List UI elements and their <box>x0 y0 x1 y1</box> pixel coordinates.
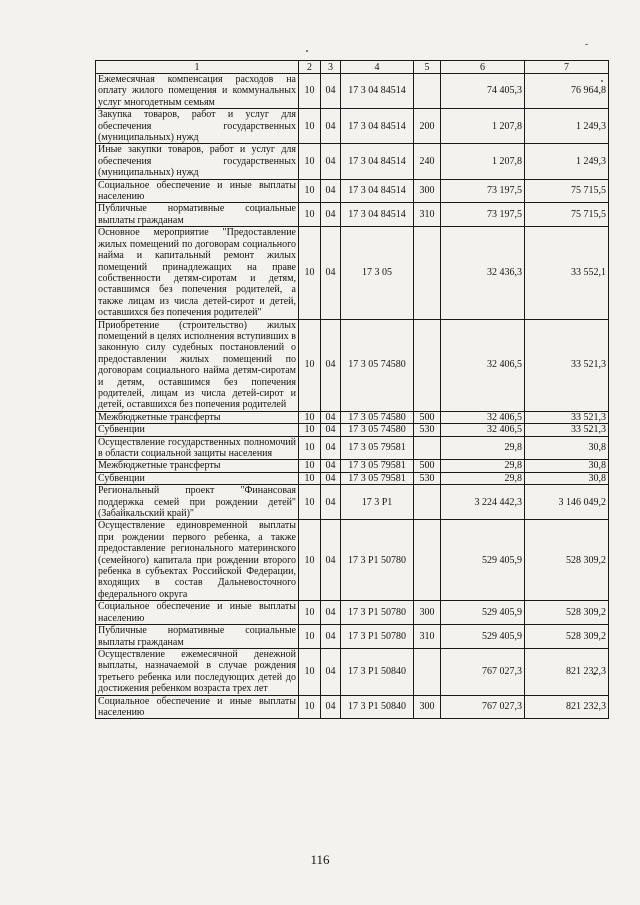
scan-speck <box>306 50 308 52</box>
row-name-cell: Осуществление государственных полномочий в области социальной защиты населения <box>96 436 299 460</box>
header-cell: 6 <box>441 61 525 74</box>
amount-year1-cell: 767 027,3 <box>441 648 525 695</box>
amount-year2-cell: 1 249,3 <box>525 109 609 144</box>
row-name-cell: Ежемесячная компенсация расходов на оплату жилого помещения и коммунальных услуг многодетным семьям <box>96 74 299 109</box>
amount-year2-cell: 821 232,3 <box>525 695 609 719</box>
amount-year2-cell: 821 232,3 <box>525 648 609 695</box>
expense-type-code-cell: 530 <box>414 472 441 484</box>
target-item-code-cell: 17 3 04 84514 <box>341 144 414 179</box>
section-code-cell: 10 <box>299 520 321 601</box>
header-cell: 7 <box>525 61 609 74</box>
table-row <box>96 179 609 203</box>
table-body <box>96 74 609 719</box>
section-code-cell: 10 <box>299 472 321 484</box>
amount-year2-cell: 75 715,5 <box>525 179 609 203</box>
target-item-code-cell: 17 3 P1 50780 <box>341 625 414 649</box>
row-name-cell: Осуществление единовременной выплаты при рождении первого ребенка, а также предоставление регионального материнского (семейного) капитала при рождении второго ребенка в субъектах Российской Федерации, входящих в состав Дальневосточного федерального округа <box>96 520 299 601</box>
expense-type-code-cell <box>414 227 441 319</box>
table-row <box>96 227 609 319</box>
amount-year1-cell: 32 436,3 <box>441 227 525 319</box>
table-row <box>96 411 609 423</box>
subsection-code-cell: 04 <box>321 648 341 695</box>
section-code-cell: 10 <box>299 411 321 423</box>
table-row <box>96 520 609 601</box>
subsection-code-cell: 04 <box>321 695 341 719</box>
target-item-code-cell: 17 3 P1 <box>341 485 414 520</box>
section-code-cell: 10 <box>299 436 321 460</box>
expense-type-code-cell: 500 <box>414 460 441 472</box>
target-item-code-cell: 17 3 P1 50780 <box>341 520 414 601</box>
section-code-cell: 10 <box>299 485 321 520</box>
row-name-cell: Закупка товаров, работ и услуг для обеспечения государственных (муниципальных) нужд <box>96 109 299 144</box>
amount-year2-cell: 528 309,2 <box>525 601 609 625</box>
section-code-cell: 10 <box>299 144 321 179</box>
subsection-code-cell: 04 <box>321 520 341 601</box>
target-item-code-cell: 17 3 P1 50780 <box>341 601 414 625</box>
amount-year1-cell: 529 405,9 <box>441 625 525 649</box>
table-row <box>96 648 609 695</box>
amount-year1-cell: 32 406,5 <box>441 319 525 411</box>
subsection-code-cell: 04 <box>321 424 341 436</box>
amount-year2-cell: 528 309,2 <box>525 520 609 601</box>
amount-year2-cell: 30,8 <box>525 472 609 484</box>
row-name-cell: Межбюджетные трансферты <box>96 411 299 423</box>
row-name-cell: Публичные нормативные социальные выплаты гражданам <box>96 625 299 649</box>
expense-type-code-cell <box>414 319 441 411</box>
header-cell: 2 <box>299 61 321 74</box>
subsection-code-cell: 04 <box>321 625 341 649</box>
subsection-code-cell: 04 <box>321 485 341 520</box>
amount-year1-cell: 32 406,5 <box>441 424 525 436</box>
section-code-cell: 10 <box>299 460 321 472</box>
expense-type-code-cell: 300 <box>414 695 441 719</box>
section-code-cell: 10 <box>299 179 321 203</box>
scan-speck <box>585 44 588 45</box>
amount-year2-cell: 30,8 <box>525 436 609 460</box>
expense-type-code-cell: 300 <box>414 601 441 625</box>
amount-year1-cell: 32 406,5 <box>441 411 525 423</box>
subsection-code-cell: 04 <box>321 74 341 109</box>
section-code-cell: 10 <box>299 319 321 411</box>
table-row <box>96 695 609 719</box>
row-name-cell: Социальное обеспечение и иные выплаты населению <box>96 695 299 719</box>
row-name-cell: Межбюджетные трансферты <box>96 460 299 472</box>
table-header-row <box>96 61 609 74</box>
section-code-cell: 10 <box>299 74 321 109</box>
target-item-code-cell: 17 3 05 79581 <box>341 472 414 484</box>
expense-type-code-cell: 500 <box>414 411 441 423</box>
row-name-cell: Иные закупки товаров, работ и услуг для обеспечения государственных (муниципальных) нужд <box>96 144 299 179</box>
amount-year1-cell: 767 027,3 <box>441 695 525 719</box>
target-item-code-cell: 17 3 04 84514 <box>341 203 414 227</box>
target-item-code-cell: 17 3 05 79581 <box>341 460 414 472</box>
target-item-code-cell: 17 3 04 84514 <box>341 179 414 203</box>
section-code-cell: 10 <box>299 695 321 719</box>
table-row <box>96 109 609 144</box>
expense-type-code-cell: 200 <box>414 109 441 144</box>
page-number: 116 <box>310 852 330 867</box>
amount-year2-cell: 30,8 <box>525 460 609 472</box>
expense-type-code-cell: 530 <box>414 424 441 436</box>
subsection-code-cell: 04 <box>321 227 341 319</box>
table-row <box>96 485 609 520</box>
subsection-code-cell: 04 <box>321 472 341 484</box>
amount-year1-cell: 529 405,9 <box>441 601 525 625</box>
table-row <box>96 424 609 436</box>
row-name-cell: Региональный проект "Финансовая поддержка семей при рождении детей" (Забайкальский край)" <box>96 485 299 520</box>
target-item-code-cell: 17 3 05 74580 <box>341 319 414 411</box>
amount-year1-cell: 529 405,9 <box>441 520 525 601</box>
target-item-code-cell: 17 3 05 <box>341 227 414 319</box>
amount-year2-cell: 33 521,3 <box>525 411 609 423</box>
header-cell: 4 <box>341 61 414 74</box>
amount-year1-cell: 73 197,5 <box>441 179 525 203</box>
section-code-cell: 10 <box>299 601 321 625</box>
amount-year2-cell: 33 521,3 <box>525 424 609 436</box>
amount-year2-cell: 75 715,5 <box>525 203 609 227</box>
amount-year2-cell: 3 146 049,2 <box>525 485 609 520</box>
subsection-code-cell: 04 <box>321 203 341 227</box>
subsection-code-cell: 04 <box>321 411 341 423</box>
header-cell: 5 <box>414 61 441 74</box>
expense-type-code-cell <box>414 436 441 460</box>
row-name-cell: Осуществление ежемесячной денежной выплаты, назначаемой в случае рождения третьего ребенка или последующих детей до достижения ребенком возраста трех лет <box>96 648 299 695</box>
amount-year1-cell: 29,8 <box>441 460 525 472</box>
table-row <box>96 601 609 625</box>
table-row <box>96 460 609 472</box>
amount-year2-cell: 33 521,3 <box>525 319 609 411</box>
amount-year2-cell: 1 249,3 <box>525 144 609 179</box>
budget-table <box>95 60 609 719</box>
expense-type-code-cell <box>414 648 441 695</box>
expense-type-code-cell <box>414 74 441 109</box>
section-code-cell: 10 <box>299 203 321 227</box>
expense-type-code-cell: 240 <box>414 144 441 179</box>
subsection-code-cell: 04 <box>321 601 341 625</box>
table-row <box>96 625 609 649</box>
table-row <box>96 203 609 227</box>
target-item-code-cell: 17 3 05 74580 <box>341 424 414 436</box>
expense-type-code-cell <box>414 485 441 520</box>
row-name-cell: Основное мероприятие "Предоставление жилых помещений по договорам социального найма и капитальный ремонт жилых помещений принадлежащих на праве собственности детям-сиротам и детям, оставшимся без попечения родителей, а также лицам из числа детей-сирот и детей, оставшихся без попечения родителей" <box>96 227 299 319</box>
amount-year1-cell: 1 207,8 <box>441 109 525 144</box>
subsection-code-cell: 04 <box>321 109 341 144</box>
target-item-code-cell: 17 3 P1 50840 <box>341 695 414 719</box>
table-row <box>96 436 609 460</box>
table-row <box>96 319 609 411</box>
amount-year1-cell: 3 224 442,3 <box>441 485 525 520</box>
table-row <box>96 144 609 179</box>
expense-type-code-cell: 300 <box>414 179 441 203</box>
table-row <box>96 472 609 484</box>
row-name-cell: Субвенции <box>96 472 299 484</box>
amount-year1-cell: 29,8 <box>441 436 525 460</box>
amount-year1-cell: 73 197,5 <box>441 203 525 227</box>
subsection-code-cell: 04 <box>321 179 341 203</box>
expense-type-code-cell: 310 <box>414 203 441 227</box>
section-code-cell: 10 <box>299 227 321 319</box>
target-item-code-cell: 17 3 05 79581 <box>341 436 414 460</box>
section-code-cell: 10 <box>299 109 321 144</box>
target-item-code-cell: 17 3 04 84514 <box>341 74 414 109</box>
section-code-cell: 10 <box>299 625 321 649</box>
section-code-cell: 10 <box>299 424 321 436</box>
section-code-cell: 10 <box>299 648 321 695</box>
amount-year2-cell: 76 964,8 <box>525 74 609 109</box>
amount-year2-cell: 33 552,1 <box>525 227 609 319</box>
amount-year1-cell: 29,8 <box>441 472 525 484</box>
subsection-code-cell: 04 <box>321 436 341 460</box>
header-cell: 3 <box>321 61 341 74</box>
row-name-cell: Социальное обеспечение и иные выплаты населению <box>96 179 299 203</box>
expense-type-code-cell: 310 <box>414 625 441 649</box>
table-row <box>96 74 609 109</box>
target-item-code-cell: 17 3 05 74580 <box>341 411 414 423</box>
subsection-code-cell: 04 <box>321 460 341 472</box>
row-name-cell: Приобретение (строительство) жилых помещений в целях исполнения вступивших в законную силу судебных постановлений о предоставлении жилых помещений по договорам социального найма детям-сиротам и детям, оставшимся без попечения родителей, лицам из числа детей-сирот и детей, оставшихся без попечения родителей <box>96 319 299 411</box>
expense-type-code-cell <box>414 520 441 601</box>
amount-year1-cell: 74 405,3 <box>441 74 525 109</box>
header-cell: 1 <box>96 61 299 74</box>
amount-year1-cell: 1 207,8 <box>441 144 525 179</box>
subsection-code-cell: 04 <box>321 144 341 179</box>
target-item-code-cell: 17 3 04 84514 <box>341 109 414 144</box>
row-name-cell: Социальное обеспечение и иные выплаты населению <box>96 601 299 625</box>
subsection-code-cell: 04 <box>321 319 341 411</box>
row-name-cell: Субвенции <box>96 424 299 436</box>
row-name-cell: Публичные нормативные социальные выплаты гражданам <box>96 203 299 227</box>
amount-year2-cell: 528 309,2 <box>525 625 609 649</box>
target-item-code-cell: 17 3 P1 50840 <box>341 648 414 695</box>
